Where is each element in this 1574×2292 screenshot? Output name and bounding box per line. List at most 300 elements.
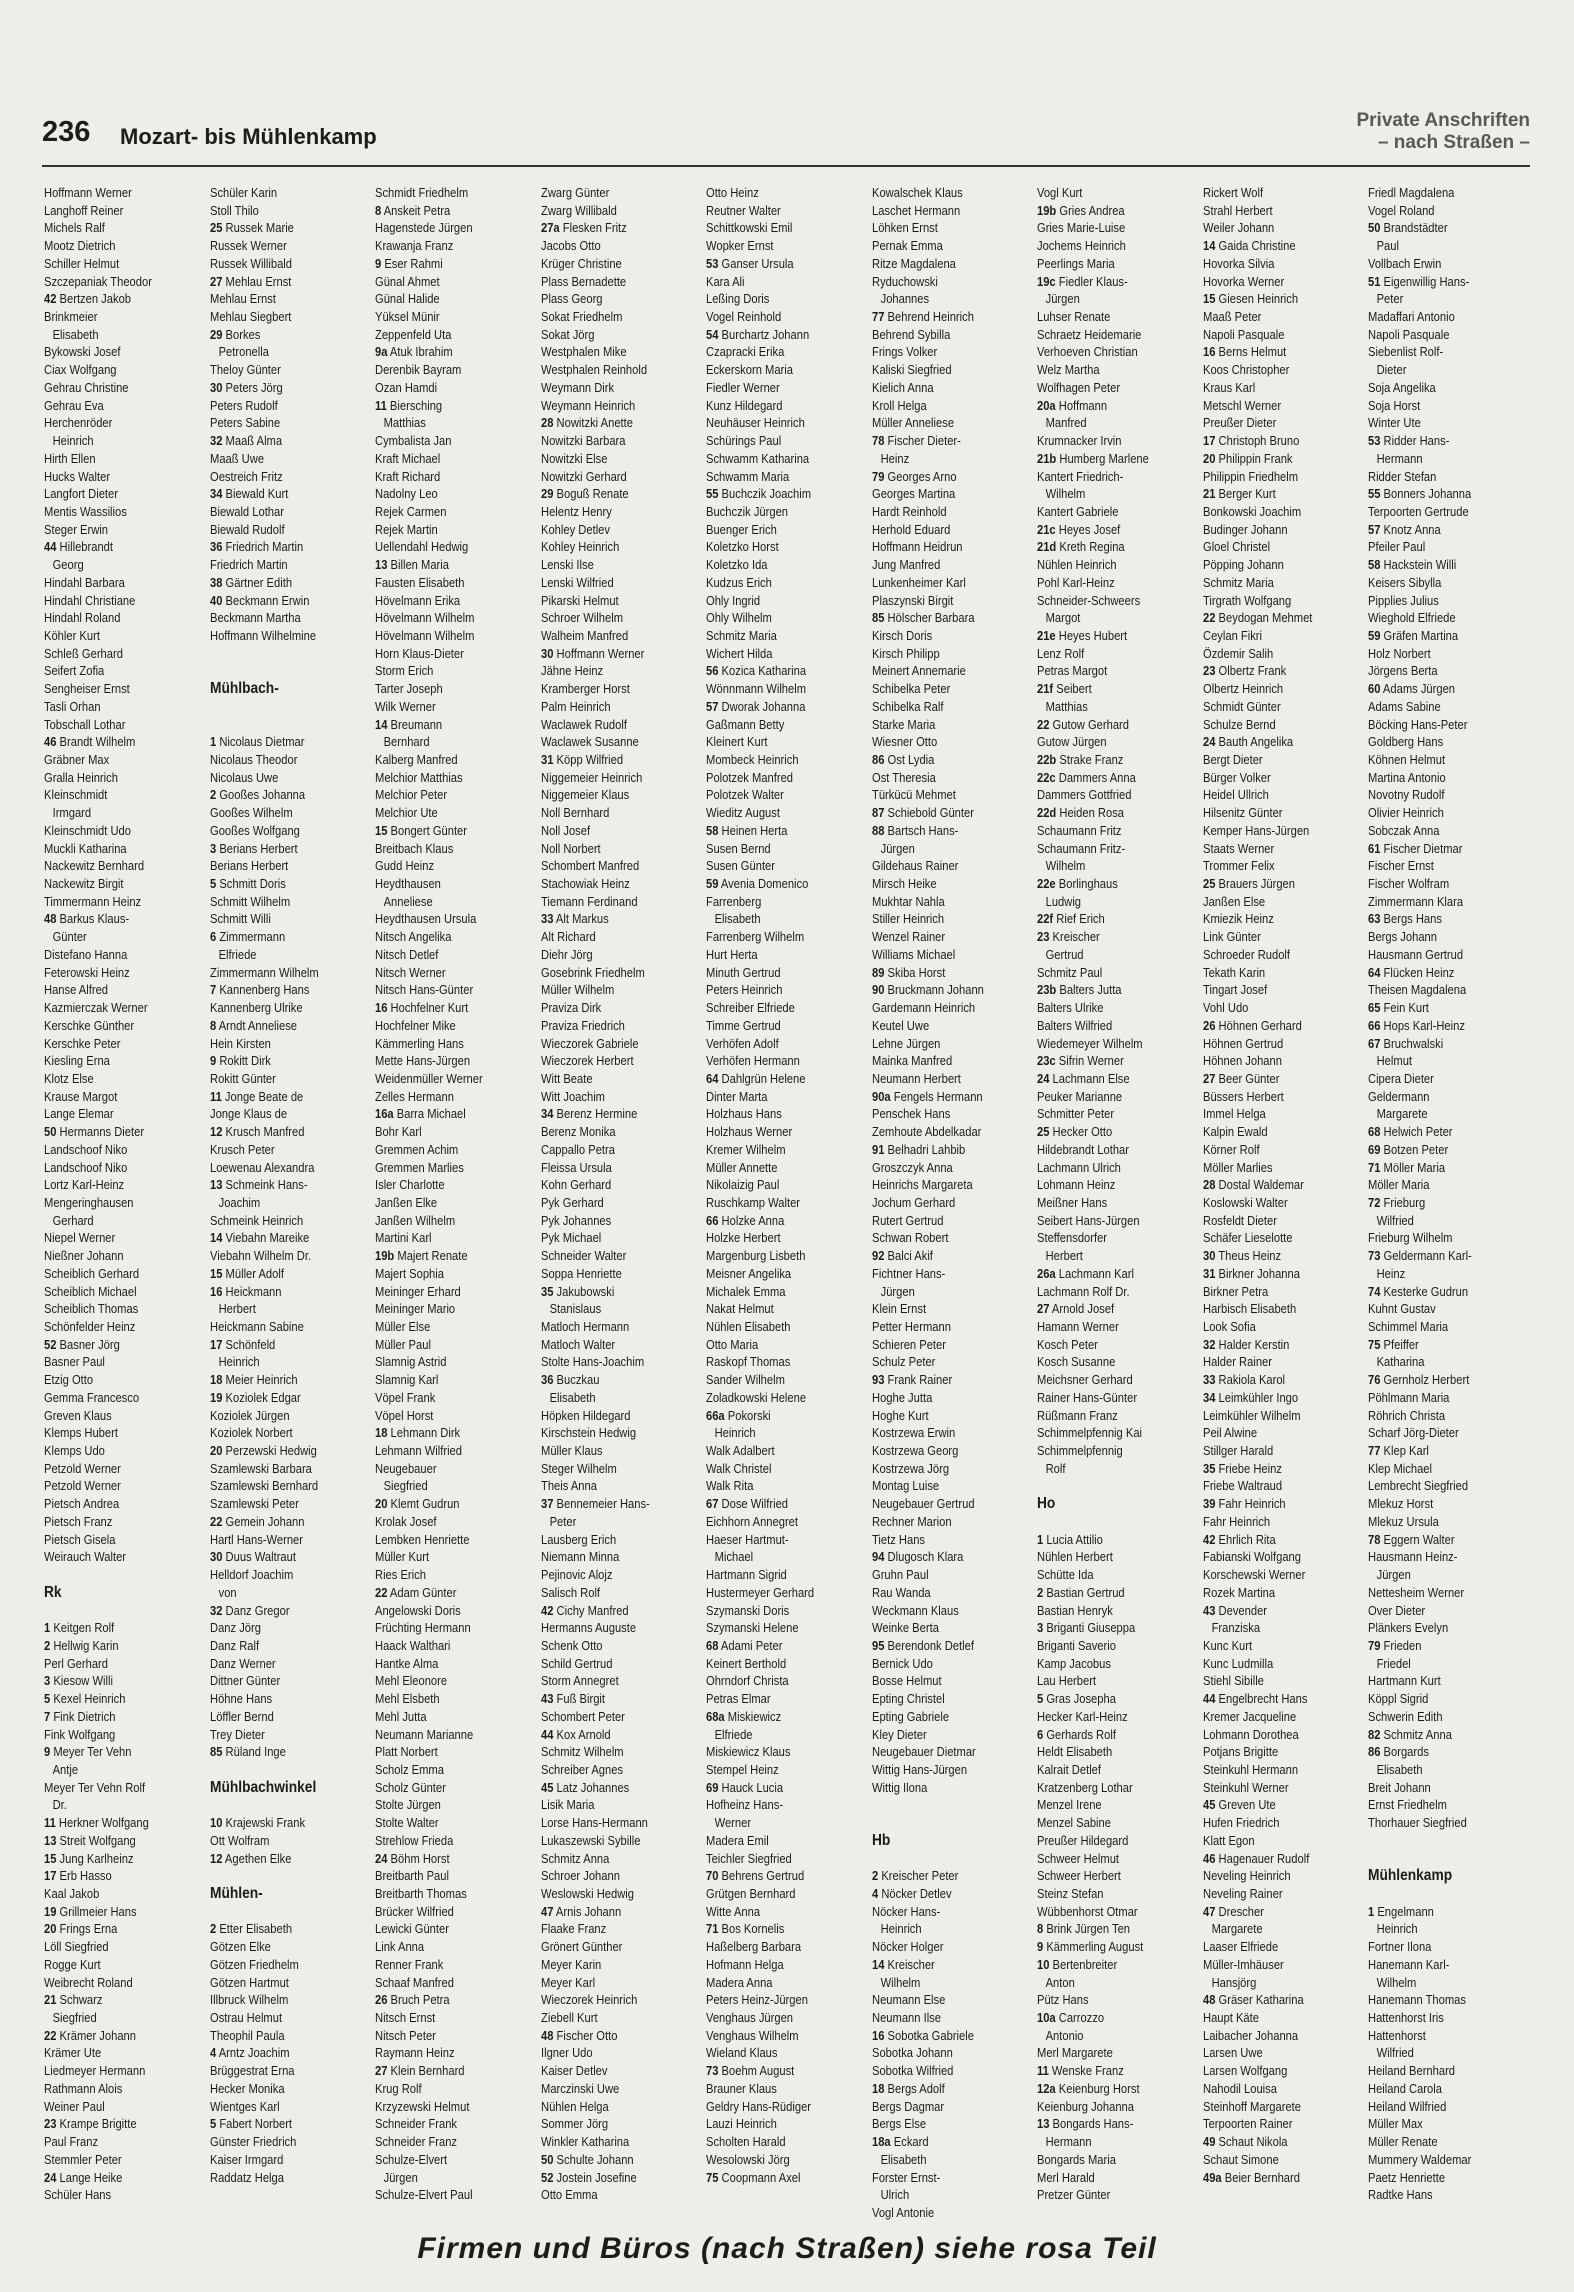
directory-entry: Eckerskorn Maria bbox=[706, 362, 793, 378]
directory-entry: Sander Wilhelm bbox=[706, 1372, 785, 1388]
directory-entry: Marczinski Uwe bbox=[541, 2080, 620, 2096]
directory-entry: 18 Bergs Adolf bbox=[872, 2080, 945, 2096]
directory-entry: 40 Beckmann Erwin bbox=[210, 592, 310, 608]
directory-entry: 22 Adam Günter bbox=[375, 1584, 457, 1600]
directory-entry: 20a Hoffmann bbox=[1037, 397, 1108, 413]
house-number: 17 bbox=[210, 1336, 223, 1352]
directory-entry: Birkner Petra bbox=[1203, 1283, 1269, 1299]
directory-entry: Strehlow Frieda bbox=[375, 1832, 454, 1848]
house-number: 6 bbox=[210, 929, 217, 945]
house-number: 34 bbox=[541, 1106, 554, 1122]
house-number: 23 bbox=[1203, 663, 1216, 679]
directory-entry: Schulze-Elvert Paul bbox=[375, 2187, 473, 2203]
directory-entry: Madaffari Antonio bbox=[1368, 309, 1455, 325]
directory-entry: Mootz Dietrich bbox=[44, 238, 116, 254]
directory-entry: 19c Fiedler Klaus- bbox=[1037, 273, 1128, 289]
directory-entry: Brücker Wilfried bbox=[375, 1903, 454, 1919]
directory-entry: 20 Klemt Gudrun bbox=[375, 1496, 460, 1512]
directory-entry: 68 Helwich Peter bbox=[1368, 1124, 1453, 1140]
directory-entry: Terpoorten Gertrude bbox=[1368, 503, 1469, 519]
directory-entry: Lehne Jürgen bbox=[872, 1035, 941, 1051]
directory-entry: Wiedemeyer Wilhelm bbox=[1037, 1035, 1143, 1051]
directory-entry: Stiller Heinrich bbox=[872, 911, 945, 927]
directory-entry: Höhnen Johann bbox=[1203, 1053, 1282, 1069]
directory-entry: Reutner Walter bbox=[706, 202, 781, 218]
directory-entry: Nowitzki Else bbox=[541, 450, 608, 466]
directory-entry: Nühlen Elisabeth bbox=[706, 1319, 791, 1334]
directory-entry: Klemps Hubert bbox=[44, 1425, 118, 1441]
directory-entry: Meißner Hans bbox=[1037, 1194, 1108, 1210]
directory-entry: 27 Beer Günter bbox=[1203, 1070, 1280, 1086]
directory-entry: Seifert Zofia bbox=[44, 663, 105, 679]
directory-entry: Forster Ernst- bbox=[872, 2169, 941, 2185]
directory-entry: Meinert Annemarie bbox=[872, 663, 966, 679]
directory-entry: 46 Brandt Wilhelm bbox=[44, 734, 136, 750]
directory-entry: Ruschkamp Walter bbox=[706, 1194, 801, 1210]
directory-entry: Müller Renate bbox=[1368, 2134, 1438, 2150]
directory-entry: 15 Bongert Günter bbox=[375, 822, 467, 838]
directory-entry: 56 Kozica Katharina bbox=[706, 663, 807, 679]
house-number: 75 bbox=[1368, 1336, 1381, 1352]
spacer bbox=[1368, 1885, 1504, 1903]
directory-entry: Weymann Heinrich bbox=[541, 397, 636, 413]
footer-note: Firmen und Büros (nach Straßen) siehe rosa Teil bbox=[417, 2232, 1157, 2265]
directory-entry: 3 Kiesow Willi bbox=[44, 1673, 113, 1689]
directory-entry: Hindahl Roland bbox=[44, 610, 121, 626]
directory-entry: Schraetz Heidemarie bbox=[1037, 326, 1142, 342]
directory-entry: Haßelberg Barbara bbox=[706, 1939, 802, 1955]
directory-entry: 55 Bonners Johanna bbox=[1368, 486, 1472, 502]
directory-entry: Platt Norbert bbox=[375, 1744, 438, 1760]
directory-entry: Kostrzewa Georg bbox=[872, 1443, 959, 1459]
directory-entry: Staats Werner bbox=[1203, 840, 1275, 856]
directory-entry: Schmidt Günter bbox=[1203, 698, 1281, 714]
entry-continuation: Elfriede bbox=[218, 946, 257, 962]
house-number: 20 bbox=[375, 1496, 388, 1512]
entry-continuation: Herbert bbox=[1045, 1248, 1083, 1264]
directory-entry: Wübbenhorst Otmar bbox=[1037, 1903, 1138, 1919]
directory-entry: Farrenberg bbox=[706, 893, 762, 909]
directory-entry: 63 Bergs Hans bbox=[1368, 911, 1442, 927]
directory-entry: Kraft Michael bbox=[375, 450, 441, 466]
directory-entry: Montag Luise bbox=[872, 1478, 940, 1494]
house-number: 33 bbox=[541, 911, 554, 927]
directory-entry: Gosebrink Friedhelm bbox=[541, 964, 645, 980]
directory-entry: 66a Pokorski bbox=[706, 1407, 771, 1423]
house-number: 16 bbox=[210, 1283, 223, 1299]
entry-continuation: Elisabeth bbox=[1376, 1761, 1423, 1777]
directory-entry: Kuhnt Gustav bbox=[1368, 1301, 1436, 1317]
house-number: 23c bbox=[1037, 1053, 1056, 1069]
directory-entry: Rüßmann Franz bbox=[1037, 1407, 1118, 1423]
directory-entry: 32 Danz Gregor bbox=[210, 1602, 290, 1618]
house-number: 16a bbox=[375, 1106, 394, 1122]
directory-entry: Steinz Stefan bbox=[1037, 1886, 1104, 1901]
directory-entry: Kaiser Detlev bbox=[541, 2063, 608, 2079]
directory-entry: 9 Rokitt Dirk bbox=[210, 1053, 271, 1069]
directory-entry: Melchior Matthias bbox=[375, 769, 463, 785]
directory-entry: Nühlen Helga bbox=[541, 2098, 609, 2114]
directory-entry: Kostrzewa Erwin bbox=[872, 1425, 956, 1441]
directory-entry: 42 Bertzen Jakob bbox=[44, 291, 132, 307]
entry-continuation: Joachim bbox=[218, 1194, 261, 1210]
directory-entry: Pfeiler Paul bbox=[1368, 539, 1426, 555]
directory-entry: Peters Sabine bbox=[210, 415, 281, 431]
house-number: 22 bbox=[210, 1513, 223, 1529]
directory-entry: 13 Streit Wolfgang bbox=[44, 1832, 136, 1848]
directory-entry: 42 Cichy Manfred bbox=[541, 1602, 629, 1618]
directory-entry: 27a Flesken Fritz bbox=[541, 220, 627, 236]
directory-entry: Krzyzewski Helmut bbox=[375, 2098, 470, 2114]
entry-continuation: Margot bbox=[1045, 610, 1081, 626]
house-number: 44 bbox=[44, 539, 57, 555]
directory-entry: Illbruck Wilhelm bbox=[210, 1992, 289, 2008]
directory-entry: Matloch Walter bbox=[541, 1336, 616, 1352]
directory-entry: 43 Fuß Birgit bbox=[541, 1691, 606, 1707]
spacer bbox=[872, 1814, 1008, 1832]
directory-entry: Nitsch Hans-Günter bbox=[375, 982, 474, 998]
directory-entry: Löhken Ernst bbox=[872, 220, 938, 236]
entry-continuation: Peter bbox=[1376, 291, 1404, 307]
directory-entry: 47 Arnis Johann bbox=[541, 1903, 622, 1919]
directory-entry: Hausmann Heinz- bbox=[1368, 1549, 1458, 1565]
directory-entry: Wenzel Rainer bbox=[872, 929, 946, 945]
street-heading: Ho bbox=[1037, 1495, 1056, 1513]
directory-entry: Westphalen Reinhold bbox=[541, 362, 648, 378]
directory-entry: Rokitt Günter bbox=[210, 1070, 276, 1086]
directory-entry: 16 Hochfelner Kurt bbox=[375, 1000, 469, 1016]
house-number: 42 bbox=[1203, 1531, 1216, 1547]
directory-entry: Maaß Uwe bbox=[210, 450, 265, 466]
directory-entry: Mainka Manfred bbox=[872, 1053, 953, 1069]
directory-entry: 9 Eser Rahmi bbox=[375, 255, 443, 271]
house-number: 91 bbox=[872, 1141, 885, 1157]
directory-entry: Budinger Johann bbox=[1203, 521, 1288, 537]
directory-entry: Weslowski Hedwig bbox=[541, 1886, 635, 1901]
house-number: 18 bbox=[872, 2080, 885, 2096]
directory-entry: Herhold Eduard bbox=[872, 521, 951, 537]
directory-entry: Hanse Alfred bbox=[44, 982, 109, 998]
directory-entry: Susen Günter bbox=[706, 858, 775, 874]
directory-entry: Schmitt Wilhelm bbox=[210, 893, 291, 909]
house-number: 36 bbox=[541, 1372, 554, 1388]
directory-entry: Heidel Ullrich bbox=[1203, 787, 1269, 803]
directory-entry: Otto Emma bbox=[541, 2187, 598, 2203]
house-number: 22e bbox=[1037, 876, 1056, 892]
house-number: 22 bbox=[44, 2027, 57, 2043]
directory-entry: Kunc Ludmilla bbox=[1203, 1655, 1274, 1671]
directory-entry: Mehl Jutta bbox=[375, 1708, 427, 1724]
directory-entry: Neugebauer bbox=[375, 1460, 437, 1476]
directory-entry: 21b Humberg Marlene bbox=[1037, 450, 1149, 466]
directory-entry: Plaszynski Birgit bbox=[872, 592, 954, 608]
directory-entry: 19b Gries Andrea bbox=[1037, 202, 1125, 218]
entry-continuation: Heinrich bbox=[880, 1921, 922, 1937]
directory-entry: Preußer Dieter bbox=[1203, 415, 1277, 431]
entry-continuation: Jürgen bbox=[1045, 291, 1080, 307]
house-number: 90a bbox=[872, 1088, 891, 1104]
directory-entry: Bonkowski Joachim bbox=[1203, 503, 1302, 519]
directory-entry: 16 Heickmann bbox=[210, 1283, 282, 1299]
house-number: 19b bbox=[1037, 202, 1057, 218]
house-number: 82 bbox=[1368, 1726, 1381, 1742]
house-number: 58 bbox=[1368, 557, 1381, 573]
directory-entry: 15 Jung Karlheinz bbox=[44, 1850, 134, 1866]
directory-entry: 11 Jonge Beate de bbox=[210, 1088, 304, 1104]
directory-entry: Szamlewski Bernhard bbox=[210, 1478, 319, 1494]
directory-entry: Danz Jörg bbox=[210, 1620, 261, 1636]
directory-entry: 37 Bennemeier Hans- bbox=[541, 1496, 650, 1512]
directory-entry: Mette Hans-Jürgen bbox=[375, 1053, 471, 1069]
spacer bbox=[210, 1867, 346, 1885]
directory-entry: 42 Ehrlich Rita bbox=[1203, 1531, 1276, 1547]
directory-entry: Höhne Hans bbox=[210, 1691, 273, 1707]
directory-entry: Haupt Käte bbox=[1203, 2010, 1259, 2026]
directory-entry: Trommer Felix bbox=[1203, 858, 1275, 874]
spacer bbox=[872, 1796, 1008, 1814]
directory-entry: Praviza Friedrich bbox=[541, 1017, 625, 1033]
directory-entry: Otto Maria bbox=[706, 1336, 759, 1352]
directory-entry: Haack Walthari bbox=[375, 1637, 451, 1653]
directory-entry: Walheim Manfred bbox=[541, 627, 629, 643]
directory-entry: Michalek Emma bbox=[706, 1283, 786, 1299]
directory-entry: Zeppenfeld Uta bbox=[375, 326, 452, 342]
directory-entry: Klatt Egon bbox=[1203, 1832, 1255, 1848]
directory-entry: Lohmann Heinz bbox=[1037, 1177, 1116, 1193]
directory-entry: 21 Schwarz bbox=[44, 1992, 103, 2008]
directory-entry: Wittig Hans-Jürgen bbox=[872, 1761, 968, 1777]
directory-entry: Schaumann Fritz- bbox=[1037, 840, 1126, 856]
directory-entry: Epting Gabriele bbox=[872, 1708, 950, 1724]
house-number: 78 bbox=[872, 433, 885, 449]
directory-entry: 29 Borkes bbox=[210, 326, 261, 342]
house-number: 36 bbox=[210, 539, 223, 555]
directory-entry: Kraft Richard bbox=[375, 468, 441, 484]
house-number: 21 bbox=[1203, 486, 1216, 502]
directory-entry: Muckli Katharina bbox=[44, 840, 127, 856]
house-number: 43 bbox=[541, 1691, 554, 1707]
house-number: 68a bbox=[706, 1708, 725, 1724]
entry-continuation: Ludwig bbox=[1045, 893, 1082, 909]
directory-entry: Steger Wilhelm bbox=[541, 1460, 617, 1476]
directory-entry: Schmeink Heinrich bbox=[210, 1212, 304, 1228]
house-number: 34 bbox=[1203, 1389, 1216, 1405]
directory-entry: Steinhoff Margarete bbox=[1203, 2098, 1301, 2114]
house-number: 10a bbox=[1037, 2010, 1056, 2026]
directory-entry: Walk Rita bbox=[706, 1478, 754, 1494]
directory-entry: 74 Kesterke Gudrun bbox=[1368, 1283, 1469, 1299]
house-number: 20 bbox=[44, 1921, 57, 1937]
directory-entry: Mehlau Siegbert bbox=[210, 309, 292, 325]
directory-entry: Rejek Carmen bbox=[375, 503, 447, 519]
directory-entry: Kremer Wilhelm bbox=[706, 1141, 786, 1157]
directory-entry: Löll Siegfried bbox=[44, 1939, 109, 1955]
directory-entry: 33 Alt Markus bbox=[541, 911, 609, 927]
house-number: 16 bbox=[375, 1000, 388, 1016]
directory-entry: 12 Agethen Elke bbox=[210, 1850, 292, 1866]
directory-entry: Gries Marie-Luise bbox=[1037, 220, 1126, 236]
house-number: 94 bbox=[872, 1549, 885, 1565]
directory-entry: 82 Schmitz Anna bbox=[1368, 1726, 1452, 1742]
entry-continuation: Jürgen bbox=[1376, 1567, 1411, 1583]
directory-entry: Ries Erich bbox=[375, 1567, 426, 1583]
directory-entry: 77 Behrend Heinrich bbox=[872, 309, 974, 325]
directory-entry: Pipplies Julius bbox=[1368, 592, 1439, 608]
directory-entry: 76 Gernholz Herbert bbox=[1368, 1372, 1470, 1388]
house-number: 11 bbox=[1037, 2063, 1049, 2079]
directory-entry: Laaser Elfriede bbox=[1203, 1939, 1279, 1955]
directory-entry: Bergs Johann bbox=[1368, 929, 1438, 945]
directory-entry: 8 Brink Jürgen Ten bbox=[1037, 1921, 1131, 1937]
directory-entry: Pohl Karl-Heinz bbox=[1037, 574, 1115, 590]
directory-entry: Hucks Walter bbox=[44, 468, 111, 484]
directory-entry: Sokat Jörg bbox=[541, 326, 595, 342]
directory-entry: Köppl Sigrid bbox=[1368, 1691, 1429, 1707]
entry-continuation: Jürgen bbox=[383, 2169, 418, 2185]
house-number: 54 bbox=[706, 326, 719, 342]
directory-entry: 5 Kexel Heinrich bbox=[44, 1691, 126, 1707]
directory-entry: Tekath Karin bbox=[1203, 964, 1266, 980]
directory-entry: Meininger Mario bbox=[375, 1301, 456, 1317]
directory-entry: Kaiser Irmgard bbox=[210, 2151, 284, 2167]
house-number: 13 bbox=[375, 557, 388, 573]
directory-entry: Wieczorek Gabriele bbox=[541, 1035, 639, 1051]
directory-entry: Jochems Heinrich bbox=[1037, 238, 1126, 254]
house-number: 8 bbox=[375, 202, 382, 218]
house-number: 45 bbox=[541, 1779, 554, 1795]
directory-entry: Gruhn Paul bbox=[872, 1567, 929, 1583]
directory-entry: Hardt Reinhold bbox=[872, 503, 947, 519]
directory-entry: 51 Eigenwillig Hans- bbox=[1368, 273, 1470, 289]
house-number: 88 bbox=[872, 822, 885, 838]
entry-continuation: Elisabeth bbox=[880, 2151, 927, 2167]
directory-entry: Mehlau Ernst bbox=[210, 291, 276, 307]
directory-entry: Sobotka Wilfried bbox=[872, 2063, 954, 2079]
directory-entry: Günster Friedrich bbox=[210, 2134, 297, 2150]
directory-entry: Link Anna bbox=[375, 1939, 425, 1955]
house-number: 1 bbox=[1368, 1903, 1375, 1919]
house-number: 44 bbox=[541, 1726, 554, 1742]
directory-entry: Vollbach Erwin bbox=[1368, 255, 1442, 271]
house-number: 65 bbox=[1368, 1000, 1381, 1016]
directory-entry: Geldermann bbox=[1368, 1088, 1430, 1104]
directory-entry: Margenburg Lisbeth bbox=[706, 1248, 806, 1264]
directory-entry: Ciax Wolfgang bbox=[44, 362, 117, 378]
directory-entry: Steinkuhl Hermann bbox=[1203, 1761, 1299, 1777]
directory-entry: Meichsner Gerhard bbox=[1037, 1372, 1133, 1388]
house-number: 3 bbox=[1037, 1620, 1044, 1636]
directory-entry: Kohley Heinrich bbox=[541, 539, 620, 555]
house-number: 16 bbox=[1203, 344, 1216, 360]
directory-entry: Schweer Helmut bbox=[1037, 1850, 1120, 1866]
directory-entry: Laibacher Johanna bbox=[1203, 2027, 1299, 2043]
directory-entry: Madera Emil bbox=[706, 1832, 769, 1848]
directory-entry: Schaut Simone bbox=[1203, 2151, 1279, 2167]
house-number: 21 bbox=[44, 1992, 57, 2008]
directory-entry: Weinke Berta bbox=[872, 1620, 939, 1636]
directory-entry: Noll Josef bbox=[541, 822, 591, 838]
directory-entry: Zwarg Willibald bbox=[541, 202, 617, 218]
directory-entry: Briganti Saverio bbox=[1037, 1637, 1116, 1653]
directory-entry: 23 Krampe Brigitte bbox=[44, 2116, 137, 2132]
directory-entry: Welz Martha bbox=[1037, 362, 1100, 378]
house-number: 61 bbox=[1368, 840, 1381, 856]
directory-entry: Miskiewicz Klaus bbox=[706, 1744, 791, 1760]
directory-entry: Schürings Paul bbox=[706, 433, 782, 449]
directory-entry: Venghaus Wilhelm bbox=[706, 2027, 799, 2043]
directory-entry: Hochfelner Mike bbox=[375, 1017, 456, 1033]
directory-entry: Menzel Sabine bbox=[1037, 1815, 1111, 1831]
directory-entry: 44 Kox Arnold bbox=[541, 1726, 611, 1742]
entry-continuation: Hansjörg bbox=[1211, 1974, 1257, 1990]
house-number: 9a bbox=[375, 344, 388, 360]
house-number: 55 bbox=[1368, 486, 1381, 502]
directory-entry: 15 Müller Adolf bbox=[210, 1265, 284, 1281]
directory-entry: Scharf Jörg-Dieter bbox=[1368, 1425, 1459, 1441]
house-number: 18 bbox=[210, 1372, 223, 1388]
house-number: 53 bbox=[706, 255, 719, 271]
directory-entry: Hartmann Sigrid bbox=[706, 1567, 787, 1583]
directory-entry: Krumnacker Irvin bbox=[1037, 433, 1122, 449]
directory-entry: Rickert Wolf bbox=[1203, 185, 1264, 200]
house-number: 30 bbox=[210, 1549, 223, 1565]
directory-entry: 30 Peters Jörg bbox=[210, 379, 283, 395]
directory-entry: Nöcker Hans- bbox=[872, 1903, 941, 1919]
directory-entry: 34 Biewald Kurt bbox=[210, 486, 289, 502]
directory-entry: Salisch Rolf bbox=[541, 1584, 601, 1600]
directory-entry: Fiedler Werner bbox=[706, 379, 780, 395]
directory-entry: 55 Buchczik Joachim bbox=[706, 486, 812, 502]
house-number: 39 bbox=[1203, 1496, 1216, 1512]
directory-entry: Breitbach Klaus bbox=[375, 840, 454, 856]
directory-entry: Peuker Marianne bbox=[1037, 1088, 1123, 1104]
directory-entry: 88 Bartsch Hans- bbox=[872, 822, 959, 838]
directory-entry: Stolte Walter bbox=[375, 1815, 439, 1831]
house-number: 8 bbox=[1037, 1921, 1044, 1937]
street-heading: Mühlbach- bbox=[210, 680, 279, 698]
directory-entry: Heiland Bernhard bbox=[1368, 2063, 1456, 2079]
house-number: 44 bbox=[1203, 1691, 1216, 1707]
directory-entry: Ost Theresia bbox=[872, 769, 936, 785]
house-number: 5 bbox=[210, 876, 217, 892]
directory-entry: Schmitz Maria bbox=[706, 627, 777, 643]
house-number: 79 bbox=[1368, 1637, 1381, 1653]
directory-entry: Schombert Manfred bbox=[541, 858, 640, 874]
directory-entry: Niepel Werner bbox=[44, 1230, 116, 1246]
directory-entry: 13 Bongards Hans- bbox=[1037, 2116, 1134, 2132]
entry-continuation: Anton bbox=[1045, 1974, 1075, 1990]
directory-entry: 28 Dostal Waldemar bbox=[1203, 1177, 1304, 1193]
house-number: 92 bbox=[872, 1248, 885, 1264]
directory-entry: Nitsch Detlef bbox=[375, 946, 439, 962]
entry-continuation: Elisabeth bbox=[52, 326, 99, 342]
directory-entry: Hagenstede Jürgen bbox=[375, 220, 473, 236]
directory-entry: 68a Miskiewicz bbox=[706, 1708, 782, 1724]
directory-entry: Hanemann Thomas bbox=[1368, 1992, 1466, 2008]
entry-continuation: Gerhard bbox=[52, 1212, 94, 1228]
entry-continuation: Antonio bbox=[1045, 2027, 1084, 2043]
house-number: 50 bbox=[1368, 220, 1381, 236]
directory-entry: 36 Buczkau bbox=[541, 1372, 600, 1388]
directory-entry: Melchior Peter bbox=[375, 787, 448, 803]
house-number: 50 bbox=[541, 2151, 554, 2167]
directory-entry: Hindahl Christiane bbox=[44, 592, 136, 608]
house-number: 24 bbox=[375, 1850, 388, 1866]
directory-entry: Neveling Rainer bbox=[1203, 1886, 1283, 1901]
directory-entry: 22 Gutow Gerhard bbox=[1037, 716, 1129, 732]
directory-entry: 79 Frieden bbox=[1368, 1637, 1422, 1653]
directory-entry: 5 Fabert Norbert bbox=[210, 2116, 293, 2132]
